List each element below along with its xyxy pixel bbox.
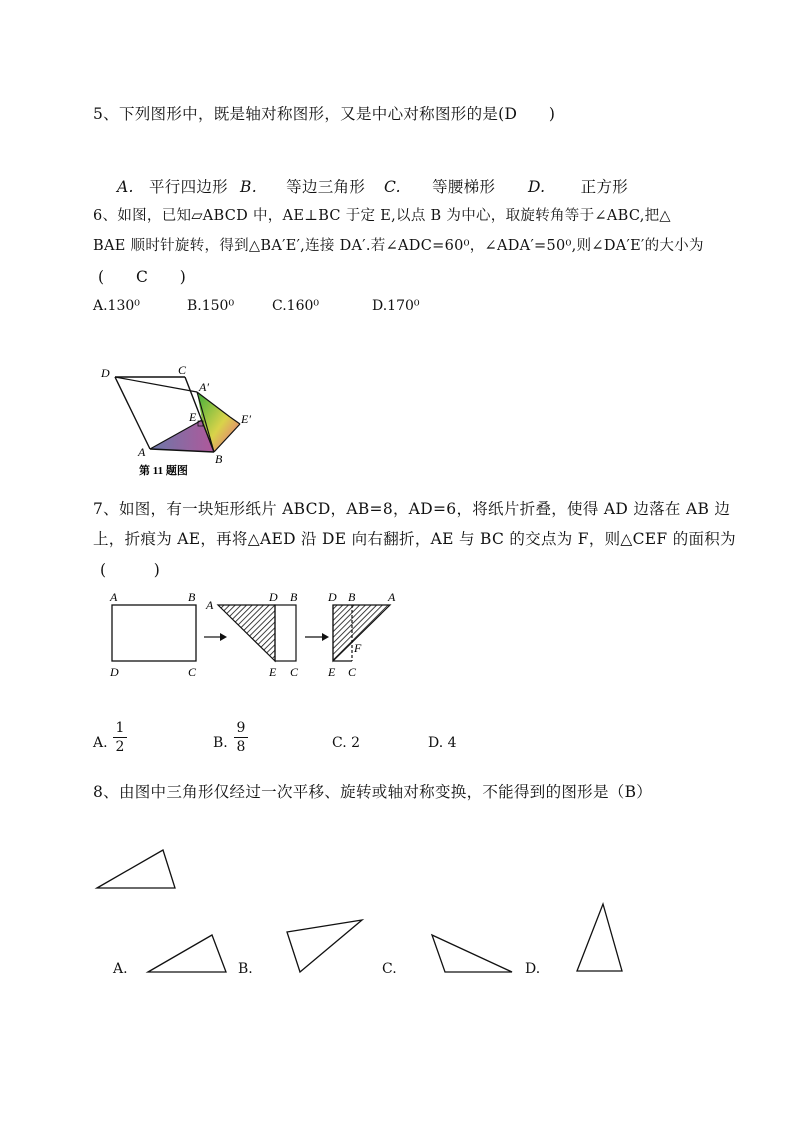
- q7-option-b-denominator: 8: [236, 739, 246, 755]
- q5-option-a: A. 平行四边形: [117, 178, 228, 196]
- q5-option-c: C. 等腰梯形: [384, 178, 496, 196]
- q7-option-b-fraction: [234, 720, 248, 755]
- q7-option-d: D. 4: [428, 735, 457, 751]
- q7-p1-label-d: D: [110, 665, 119, 679]
- q6-option-c: C.160⁰: [272, 298, 319, 314]
- q6-label-b: B: [215, 452, 223, 466]
- q6-label-c: C: [178, 363, 187, 377]
- q7-p3-label-d: D: [328, 590, 337, 604]
- q8-option-d-label: D.: [525, 961, 541, 977]
- q7-p2-label-b: B: [290, 590, 298, 604]
- q7-line2: 上，折痕为 AE，再将△AED 沿 DE 向右翻折，AE 与 BC 的交点为 F，则△CEF 的面积为: [93, 530, 736, 548]
- q7-option-a-numerator: 1: [115, 720, 125, 736]
- q6-option-b: B.150⁰: [187, 298, 235, 314]
- q7-option-a-denominator: 2: [115, 739, 125, 755]
- q8-original-triangle: [90, 840, 190, 900]
- q7-p1-label-a: A: [110, 590, 118, 604]
- q7-line1: 7、如图，有一块矩形纸片 ABCD，AB=8，AD=6，将纸片折叠，使得 AD 边落在 AB 边: [93, 500, 731, 518]
- q8-option-c-label: C.: [382, 961, 397, 977]
- q6-option-a: A.130⁰: [93, 298, 140, 314]
- q7-p1-label-b: B: [188, 590, 196, 604]
- q7-p1-label-c: C: [188, 665, 197, 679]
- q8-option-d-triangle: [570, 898, 630, 978]
- q6-option-d: D.170⁰: [372, 298, 420, 314]
- q8-option-b-label: B.: [238, 961, 253, 977]
- q7-option-a-letter: A.: [93, 735, 108, 751]
- q8-stem: 8、由图中三角形仅经过一次平移、旋转或轴对称变换，不能得到的图形是（B）: [93, 783, 653, 801]
- q5-stem: 5、下列图形中，既是轴对称图形，又是中心对称图形的是(D ): [93, 105, 556, 123]
- q7-p3-label-b: B: [348, 590, 356, 604]
- q6-label-a: A: [138, 445, 146, 459]
- q7-p2-label-c: C: [290, 665, 299, 679]
- q7-p2-label-d: D: [269, 590, 278, 604]
- q6-label-d: D: [101, 366, 110, 380]
- q8-option-a-triangle: [140, 925, 230, 980]
- q5-option-d: D. 正方形: [528, 178, 629, 196]
- q6-label-e: E: [189, 410, 197, 424]
- q6-label-a-prime: A′: [199, 380, 209, 394]
- q7-line3: ( ): [100, 561, 161, 579]
- q6-answer-line: ( C ): [98, 268, 187, 286]
- q7-option-b-letter: B.: [213, 735, 228, 751]
- q7-p3-label-a: A: [388, 590, 396, 604]
- q6-figure: [95, 360, 265, 482]
- q7-option-a-fraction: [113, 720, 127, 755]
- q8-option-b-triangle: [280, 915, 370, 980]
- q6-label-e-prime: E′: [241, 412, 251, 426]
- q8-option-c-triangle: [425, 925, 520, 980]
- q7-figure: [100, 587, 405, 682]
- q6-line1: 6、如图，已知▱ABCD 中，AE⊥BC 于定 E,以点 B 为中心，取旋转角等于∠ABC,把△: [93, 208, 671, 224]
- q7-option-c: C. 2: [332, 735, 361, 751]
- q7-p2-label-a: A: [206, 598, 214, 612]
- q6-figure-caption: 第 11 题图: [139, 465, 188, 477]
- q7-p3-label-f: F: [354, 641, 362, 655]
- q8-option-a-label: A.: [113, 961, 128, 977]
- q6-line2: BAE 顺时针旋转，得到△BA′E′,连接 DA′.若∠ADC=60⁰，∠ADA′=50⁰,则∠DA′E′的大小为: [93, 238, 704, 254]
- q7-p2-label-e: E: [269, 665, 277, 679]
- q7-p3-label-c: C: [348, 665, 357, 679]
- q7-p3-label-e: E: [328, 665, 336, 679]
- q7-option-b-numerator: 9: [236, 720, 246, 736]
- q5-option-b: B. 等边三角形: [240, 178, 366, 196]
